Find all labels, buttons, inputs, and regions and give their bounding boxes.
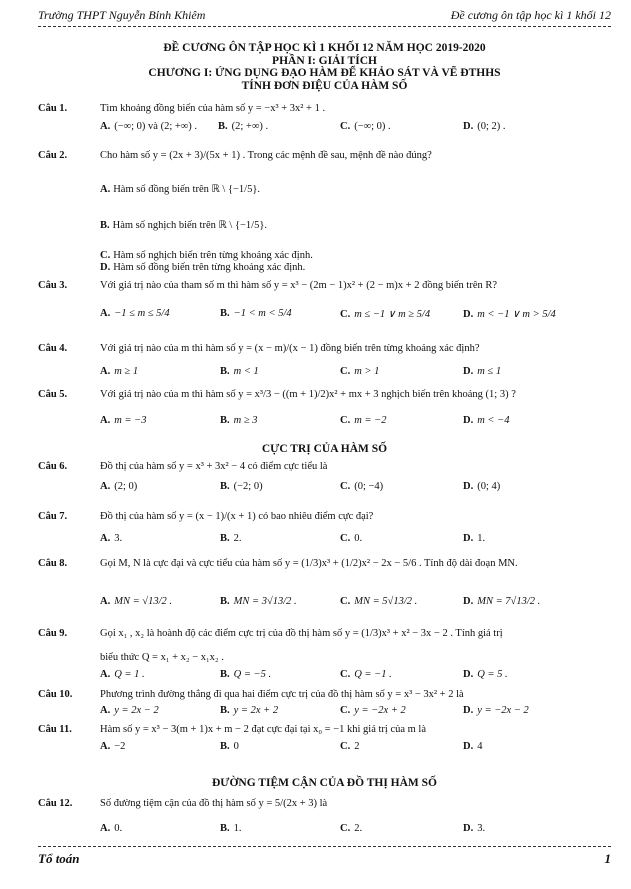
question-number: Câu 11.	[38, 724, 72, 735]
question-12	[38, 798, 613, 838]
department-name: Tổ toán	[38, 851, 80, 866]
option-c[interactable]: C. 2	[340, 741, 360, 752]
option-a[interactable]: A. 3.	[100, 533, 123, 544]
option-a[interactable]: A. m = −3	[100, 415, 147, 426]
question-number: Câu 9.	[38, 628, 68, 639]
school-name: Trường THPT Nguyễn Bỉnh Khiêm	[38, 8, 206, 22]
title-block	[38, 42, 611, 92]
question-text-continued: biểu thức Q = x₁ + x₂ − x₁x₂ .	[100, 652, 224, 663]
option-c[interactable]: C. m = −2	[340, 415, 387, 426]
question-7	[38, 511, 613, 547]
option-d[interactable]: D. y = −2x − 2	[463, 705, 529, 716]
option-c[interactable]: C. 2.	[340, 823, 363, 834]
part-title: PHẦN I: GIẢI TÍCH	[272, 54, 377, 67]
question-text: Số đường tiệm cận của đồ thị hàm số y = 5/(2x + 3) là	[100, 798, 328, 809]
options-row	[100, 741, 610, 755]
section-title-extrema: CỰC TRỊ CỦA HÀM SỐ	[261, 443, 388, 455]
question-1	[38, 103, 613, 135]
option-d[interactable]: D. (0; 2) .	[463, 121, 506, 132]
option-c[interactable]: C. (−∞; 0) .	[340, 121, 391, 132]
question-6	[38, 461, 613, 495]
option-b[interactable]: B. 0	[220, 741, 239, 752]
option-b[interactable]: B. 1.	[220, 823, 242, 834]
page-header	[38, 8, 611, 27]
option-a[interactable]: A. Hàm số đồng biến trên ℝ \ {−1/5}.	[100, 184, 261, 195]
question-3	[38, 280, 613, 328]
question-number: Câu 4.	[38, 343, 68, 354]
option-b[interactable]: B. y = 2x + 2	[220, 705, 279, 716]
option-a[interactable]: A. −2	[100, 741, 126, 752]
option-b[interactable]: B. (−2; 0)	[220, 481, 263, 492]
question-9	[38, 628, 613, 684]
options-row	[100, 823, 610, 837]
options-row	[100, 596, 610, 610]
option-a[interactable]: A. (2; 0)	[100, 481, 138, 492]
option-b[interactable]: B. 2.	[220, 533, 242, 544]
page-footer	[38, 846, 611, 867]
question-text: Với giá trị nào của m thì hàm số y = x³/3 − ((m + 1)/2)x² + mx + 3 nghịch biến trên khoảng (1; 3) ?	[100, 389, 516, 400]
option-c[interactable]: C. MN = 5√13/2 .	[340, 596, 418, 607]
page-number: 1	[604, 851, 611, 866]
question-text: Với giá trị nào của m thì hàm số y = (x − m)/(x − 1) đồng biến trên từng khoảng xác định?	[100, 343, 480, 354]
option-d[interactable]: D. MN = 7√13/2 .	[463, 596, 541, 607]
option-a[interactable]: A. −1 ≤ m ≤ 5/4	[100, 308, 170, 319]
option-b[interactable]: B. MN = 3√13/2 .	[220, 596, 297, 607]
option-b[interactable]: B. Hàm số nghịch biến trên ℝ \ {−1/5}.	[100, 220, 268, 231]
question-number: Câu 12.	[38, 798, 73, 809]
question-4	[38, 343, 613, 379]
option-d[interactable]: D. Q = 5 .	[463, 669, 508, 680]
option-b[interactable]: B. (2; +∞) .	[218, 121, 269, 132]
option-a[interactable]: A. y = 2x − 2	[100, 705, 159, 716]
question-number: Câu 8.	[38, 558, 68, 569]
options-row	[100, 481, 610, 495]
option-c[interactable]: C. y = −2x + 2	[340, 705, 406, 716]
options-row	[100, 121, 610, 135]
option-a[interactable]: A. Q = 1 .	[100, 669, 145, 680]
option-c[interactable]: C. Q = −1 .	[340, 669, 392, 680]
option-d[interactable]: D. 4	[463, 741, 483, 752]
section-title-monotonic: TÍNH ĐƠN ĐIỆU CỦA HÀM SỐ	[241, 79, 408, 92]
question-number: Câu 7.	[38, 511, 68, 522]
options-row	[100, 415, 610, 429]
question-2	[38, 150, 613, 275]
question-10	[38, 689, 613, 719]
option-b[interactable]: B. m ≥ 3	[220, 415, 258, 426]
question-number: Câu 1.	[38, 103, 68, 114]
option-b[interactable]: B. m < 1	[220, 366, 259, 377]
option-a[interactable]: A. 0.	[100, 823, 123, 834]
option-c[interactable]: C. Hàm số nghịch biến trên từng khoảng xác định.	[100, 250, 313, 261]
option-d[interactable]: D. Hàm số đồng biến trên từng khoảng xác định.	[100, 262, 306, 273]
question-text: Phương trình đường thẳng đi qua hai điểm cực trị của đồ thị hàm số y = x³ − 3x² + 2 là	[100, 689, 464, 700]
chapter-title: CHƯƠNG I: ỨNG DỤNG ĐẠO HÀM ĐỂ KHẢO SÁT VÀ VẼ ĐTHHS	[148, 67, 501, 79]
question-text: Đồ thị của hàm số y = (x − 1)/(x + 1) có bao nhiêu điểm cực đại?	[100, 511, 374, 522]
question-text: Hàm số y = x³ − 3(m + 1)x + m − 2 đạt cực đại tại x₀ = −1 khi giá trị của m là	[100, 724, 427, 735]
question-number: Câu 10.	[38, 689, 73, 700]
option-d[interactable]: D. (0; 4)	[463, 481, 501, 492]
question-11	[38, 724, 613, 754]
option-c[interactable]: C. m ≤ −1 ∨ m ≥ 5/4	[340, 309, 431, 320]
options-stack	[100, 184, 610, 274]
document-title-header: Đề cương ôn tập học kì 1 khối 12	[450, 8, 611, 22]
option-a[interactable]: A. (−∞; 0) và (2; +∞) .	[100, 121, 198, 132]
options-row	[100, 669, 610, 683]
option-c[interactable]: C. m > 1	[340, 366, 380, 377]
question-text: Tìm khoảng đồng biến của hàm số y = −x³ + 3x² + 1 .	[100, 103, 326, 114]
question-text: Gọi x₁ , x₂ là hoành độ các điểm cực trị của đồ thị hàm số y = (1/3)x³ + x² − 3x − 2 . Tính giá trị	[100, 628, 503, 639]
question-text: Cho hàm số y = (2x + 3)/(5x + 1) . Trong các mệnh đề sau, mệnh đề nào đúng?	[100, 150, 432, 161]
options-row	[100, 705, 610, 719]
options-row	[100, 366, 610, 380]
question-number: Câu 6.	[38, 461, 68, 472]
question-text: Gọi M, N là cực đại và cực tiểu của hàm số y = (1/3)x³ + (1/2)x² − 2x − 5/6 . Tính độ dài đoạn MN.	[100, 558, 518, 569]
question-number: Câu 3.	[38, 280, 68, 291]
option-d[interactable]: D. 1.	[463, 533, 486, 544]
question-text: Đồ thị của hàm số y = x³ + 3x² − 4 có điểm cực tiểu là	[100, 461, 328, 472]
options-row	[100, 308, 610, 322]
option-d[interactable]: D. m ≤ 1	[463, 366, 502, 377]
option-b[interactable]: B. −1 < m < 5/4	[220, 308, 292, 319]
section-title-asymptotes: ĐƯỜNG TIỆM CẬN CỦA ĐỒ THỊ HÀM SỐ	[211, 777, 437, 789]
options-row	[100, 533, 610, 547]
option-b[interactable]: B. Q = −5 .	[220, 669, 272, 680]
option-a[interactable]: A. MN = √13/2 .	[100, 596, 172, 607]
main-title: ĐỀ CƯƠNG ÔN TẬP HỌC KÌ 1 KHỐI 12 NĂM HỌC 2019-2020	[163, 42, 486, 54]
option-c[interactable]: C. (0; −4)	[340, 481, 384, 492]
question-text: Với giá trị nào của tham số m thì hàm số y = x³ − (2m − 1)x² + (2 − m)x + 2 đồng biến trên R?	[100, 280, 498, 291]
question-8	[38, 558, 613, 614]
question-5	[38, 389, 613, 429]
option-d[interactable]: D. m < −1 ∨ m > 5/4	[463, 309, 556, 320]
question-number: Câu 2.	[38, 150, 68, 161]
option-a[interactable]: A. m ≥ 1	[100, 366, 139, 377]
option-d[interactable]: D. m < −4	[463, 415, 510, 426]
option-c[interactable]: C. 0.	[340, 533, 363, 544]
option-d[interactable]: D. 3.	[463, 823, 486, 834]
question-number: Câu 5.	[38, 389, 68, 400]
